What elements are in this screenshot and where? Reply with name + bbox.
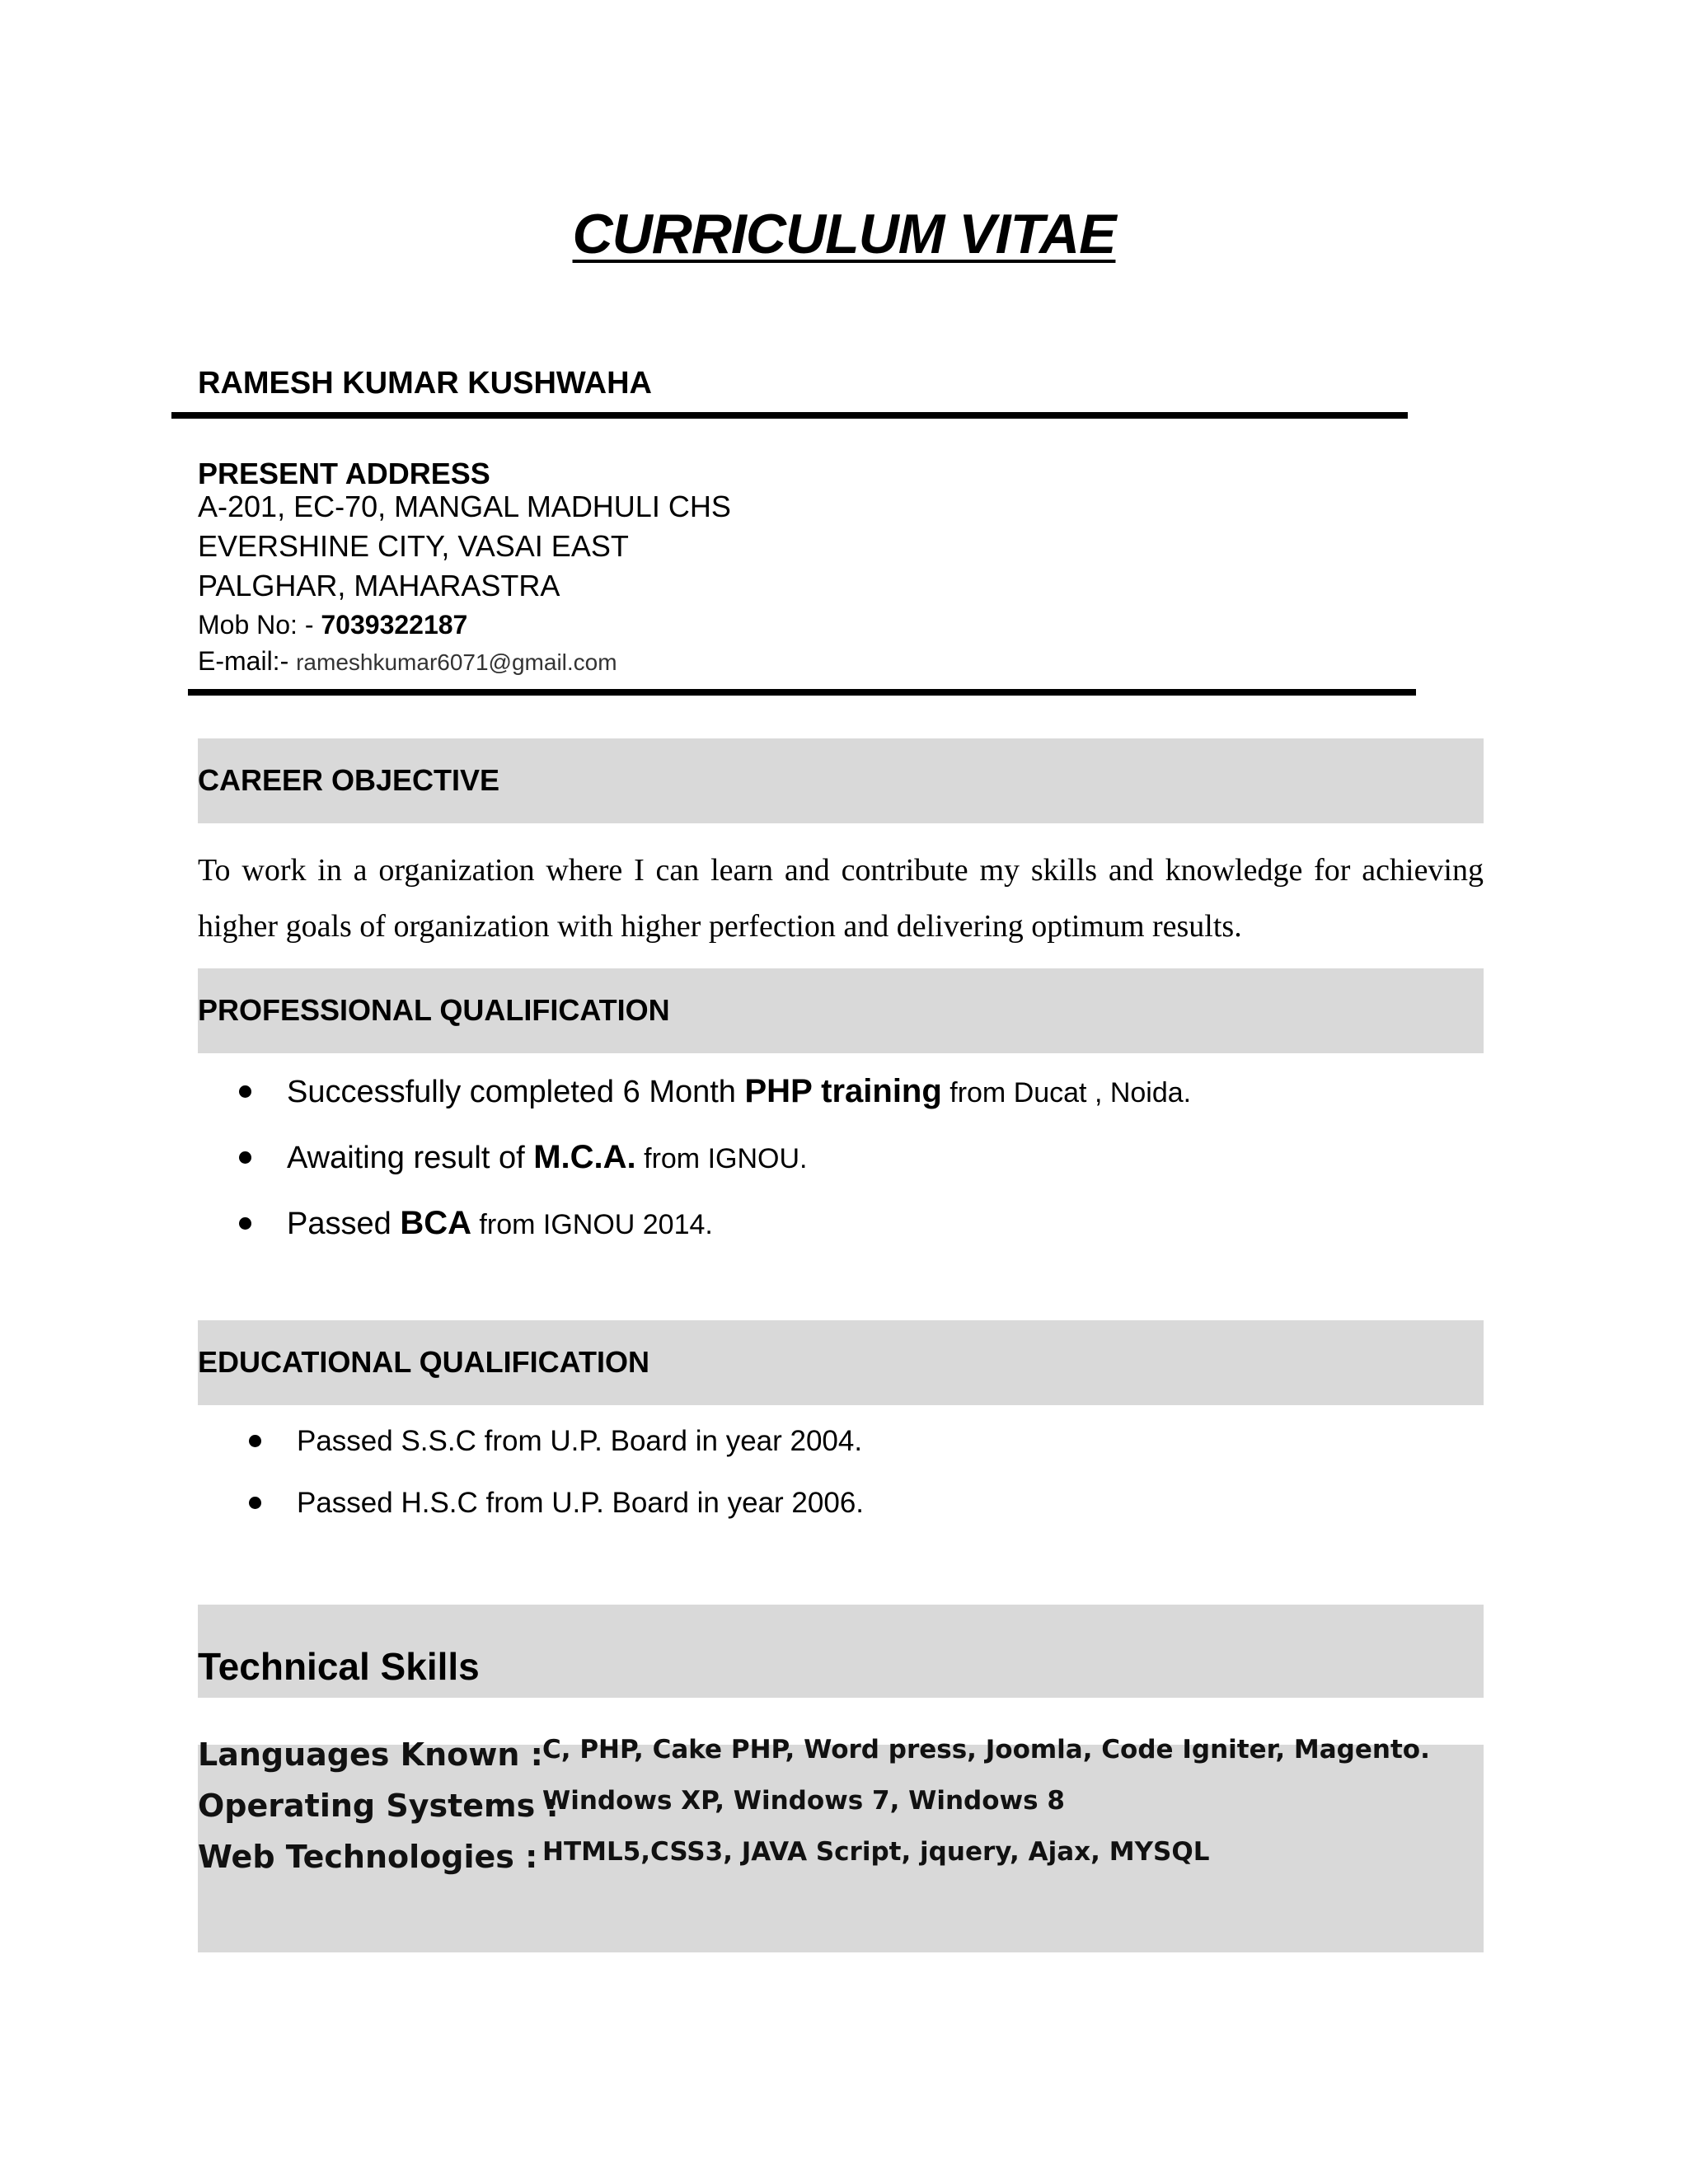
- item-text: from IGNOU.: [635, 1143, 808, 1174]
- list-item: [241, 1410, 864, 1472]
- educational-qualification-list: [241, 1410, 864, 1534]
- bullet-icon: [239, 1151, 251, 1164]
- career-objective-heading: CAREER OBJECTIVE: [198, 763, 500, 797]
- bullet-icon: [249, 1497, 261, 1509]
- address-divider: [188, 689, 1416, 696]
- career-objective-text: To work in a organization where I can learn and contribute my skills and knowledge for achieving higher goals of organization with higher perfection and delivering optimum results.: [198, 853, 1484, 944]
- item-bold: M.C.A.: [533, 1139, 636, 1175]
- list-item: [231, 1124, 1191, 1190]
- item-text: Awaiting result of: [287, 1141, 534, 1175]
- address-heading: PRESENT ADDRESS: [198, 457, 490, 490]
- address-line-2: EVERSHINE CITY, VASAI EAST: [198, 529, 629, 563]
- list-item: [231, 1058, 1191, 1124]
- email-label: E-mail:-: [198, 646, 297, 676]
- mobile-value: 7039322187: [321, 610, 468, 640]
- address-line-3: PALGHAR, MAHARASTRA: [198, 569, 560, 602]
- item-bold: BCA: [400, 1205, 471, 1241]
- item-text: Passed H.S.C from U.P. Board in year 2006.: [297, 1487, 865, 1519]
- educational-qualification-heading: EDUCATIONAL QUALIFICATION: [198, 1345, 649, 1379]
- document-title: [0, 199, 1688, 269]
- email-address: [198, 644, 617, 679]
- technical-skills-heading: Technical Skills: [198, 1645, 480, 1688]
- skill-value-languages: C, PHP, Cake PHP, Word press, Joomla, Code Igniter, Magento.: [542, 1735, 1430, 1765]
- mobile-label: Mob No: -: [198, 610, 321, 640]
- mobile-number: [198, 608, 467, 641]
- candidate-name: RAMESH KUMAR KUSHWAHA: [198, 366, 652, 401]
- document-title-text: CURRICULUM VITAE: [572, 203, 1116, 265]
- list-item: [241, 1472, 864, 1534]
- professional-qualification-heading: PROFESSIONAL QUALIFICATION: [198, 993, 670, 1027]
- item-text: Successfully completed 6 Month: [287, 1075, 745, 1109]
- bullet-icon: [239, 1217, 251, 1230]
- item-text: from Ducat , Noida.: [941, 1077, 1192, 1108]
- skill-label-web-technologies: Web Technologies :: [198, 1839, 538, 1875]
- item-bold: PHP training: [744, 1073, 942, 1109]
- item-text: from IGNOU 2014.: [471, 1209, 713, 1240]
- item-text: Passed S.S.C from U.P. Board in year 2004.: [297, 1425, 863, 1457]
- item-text: Passed: [287, 1207, 401, 1241]
- name-divider: [171, 412, 1408, 419]
- skill-value-operating-systems: Windows XP, Windows 7, Windows 8: [542, 1786, 1065, 1816]
- professional-qualification-list: [231, 1058, 1191, 1256]
- skill-label-languages: Languages Known :: [198, 1736, 543, 1773]
- bullet-icon: [249, 1435, 261, 1447]
- email-value: rameshkumar6071@gmail.com: [296, 649, 617, 675]
- bullet-icon: [239, 1085, 251, 1098]
- address-line-1: A-201, EC-70, MANGAL MADHULI CHS: [198, 490, 731, 523]
- skill-label-operating-systems: Operating Systems :: [198, 1788, 559, 1824]
- skill-value-web-technologies: HTML5,CSS3, JAVA Script, jquery, Ajax, MYSQL: [542, 1837, 1210, 1867]
- list-item: [231, 1190, 1191, 1256]
